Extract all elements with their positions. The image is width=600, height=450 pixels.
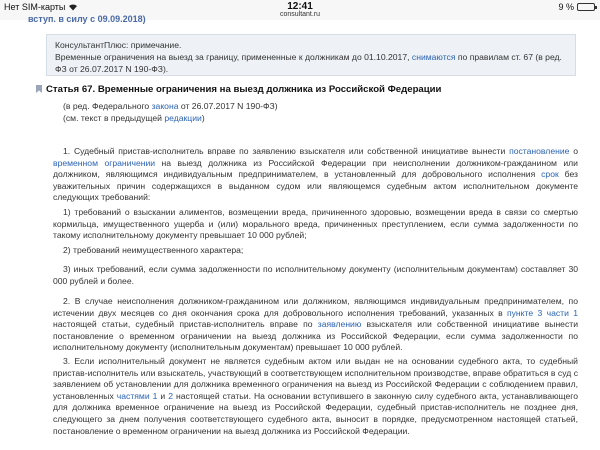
bookmark-icon[interactable] [35, 85, 43, 93]
p5-text-b: настоящей статьи, судебный пристав-исполнитель вправе по [53, 319, 318, 330]
p1-text-c: на выезд должника из Российской Федерации при неисполнении должником-гражданином или должником, являющимся индивидуальным предпринимателем, в установленный для добровольного исполнения [53, 157, 578, 180]
clock: 12:41 [287, 1, 313, 12]
effective-date-link[interactable]: вступ. в силу с 09.09.2018) [28, 14, 146, 24]
p5-text-c: взыскателя или собственной инициативе вынести постановление о временном ограничении на выезд должника из Российской Федерации, если сумма задолженности по исполнительному документу (исполнительным документам) превышает 10 000 рублей. [53, 319, 578, 353]
p1-text-b: о [569, 146, 578, 156]
paragraph-3 [53, 356, 578, 437]
note-title: КонсультантПлюс: примечание. [55, 40, 182, 50]
p6-text-a: 3. Если исполнительный документ не является судебным актом или выдан не на основании судебного акта, то судебный пристав-исполнитель или взыскатель, участвующий в соответствующем исполнительном производстве, вправе обратиться в суд с заявлением об установлении для должника временного ограничения на выезд из Российской Федерации с соблюдением правил, установленных [53, 356, 578, 401]
term-link[interactable]: срок [541, 169, 559, 180]
carrier-label: Нет SIM-карты [4, 2, 66, 12]
note-text-b: по правилам ст. 67 (в ред. ФЗ от 26.07.2017 N 190-ФЗ). [55, 52, 562, 74]
revision-ref-2 [63, 113, 205, 123]
application-link[interactable]: заявлению [317, 319, 362, 330]
part1-point3-link[interactable]: пункте 3 части 1 [506, 307, 578, 318]
law-link[interactable]: закона [151, 101, 179, 111]
p5-text-a: 2. В случае неисполнения должником-гражданином или должником, являющимся индивидуальным предпринимателем, по истечении двух месяцев со дня окончания срока для добровольного исполнения требований, указанных в [53, 296, 578, 318]
note-link-removed[interactable]: снимаются [411, 52, 456, 62]
paragraph-item-1 [53, 207, 578, 242]
p4-text: 3) иных требований, если сумма задолженности по исполнительному документу (исполнительным документам) составляет 30 000 рублей и более. [53, 264, 578, 286]
resolution-link[interactable]: постановление [509, 146, 570, 156]
paragraph-item-3 [53, 264, 578, 287]
ref1-text-b: от 26.07.2017 N 190-ФЗ) [178, 101, 278, 111]
p6-text-c: настоящей статьи. На основании вступившего в законную силу судебного акта, устанавливающего для должника временное ограничение на выезд из Российской Федерации, судебный пристав-исполнитель не позднее дня, следующего за днем получения соответствующего судебного акта, выносит в порядке, предусмотренном настоящей статьей, постановление о временном ограничении на выезд должника из Российской Федерации. [53, 390, 578, 436]
part-2-link[interactable]: 2 [168, 390, 173, 401]
paragraph-item-2 [53, 245, 578, 257]
p3-text: 2) требований неимущественного характера; [63, 245, 244, 255]
address-bar-url[interactable]: consultant.ru [279, 11, 321, 18]
p2-text: 1) требований о взыскании алиментов, возмещении вреда, причиненного здоровью, возмещении вреда в связи со смертью кормильца, имущественного ущерба и (или) морального вреда, причиненных преступлением, если сумма задолженности по такому исполнительному документу превышает 10 000 рублей; [53, 207, 578, 241]
p1-text-a: 1. Судебный пристав-исполнитель вправе по заявлению взыскателя или собственной инициативе вынести [63, 146, 510, 156]
revision-ref-1 [63, 101, 278, 111]
battery-icon [577, 3, 595, 11]
ref1-text-a: (в ред. Федерального [63, 101, 152, 111]
p6-text-b: и [157, 390, 169, 401]
p1-text-d: без уважительных причин содержащихся в выданном судом или являющемся судебным актом исполнительном документе следующих требований: [53, 169, 578, 203]
parts-1-link[interactable]: частями 1 [116, 390, 158, 401]
ref2-text-a: (см. текст в предыдущей [63, 113, 165, 123]
paragraph-2 [53, 296, 578, 354]
previous-edition-link[interactable]: редакции [164, 113, 202, 123]
temporary-restriction-link[interactable]: временном ограничении [53, 157, 156, 168]
paragraph-1 [53, 146, 578, 204]
consultant-note [46, 34, 576, 76]
article-title: Статья 67. Временные ограничения на выезд должника из Российской Федерации [46, 84, 442, 95]
ref2-text-b: ) [201, 113, 205, 123]
battery-percent: 9 % [558, 2, 574, 12]
note-text-a: Временные ограничения на выезд за границу, примененные к должникам до 01.10.2017, [55, 52, 412, 62]
battery-group [558, 2, 595, 12]
